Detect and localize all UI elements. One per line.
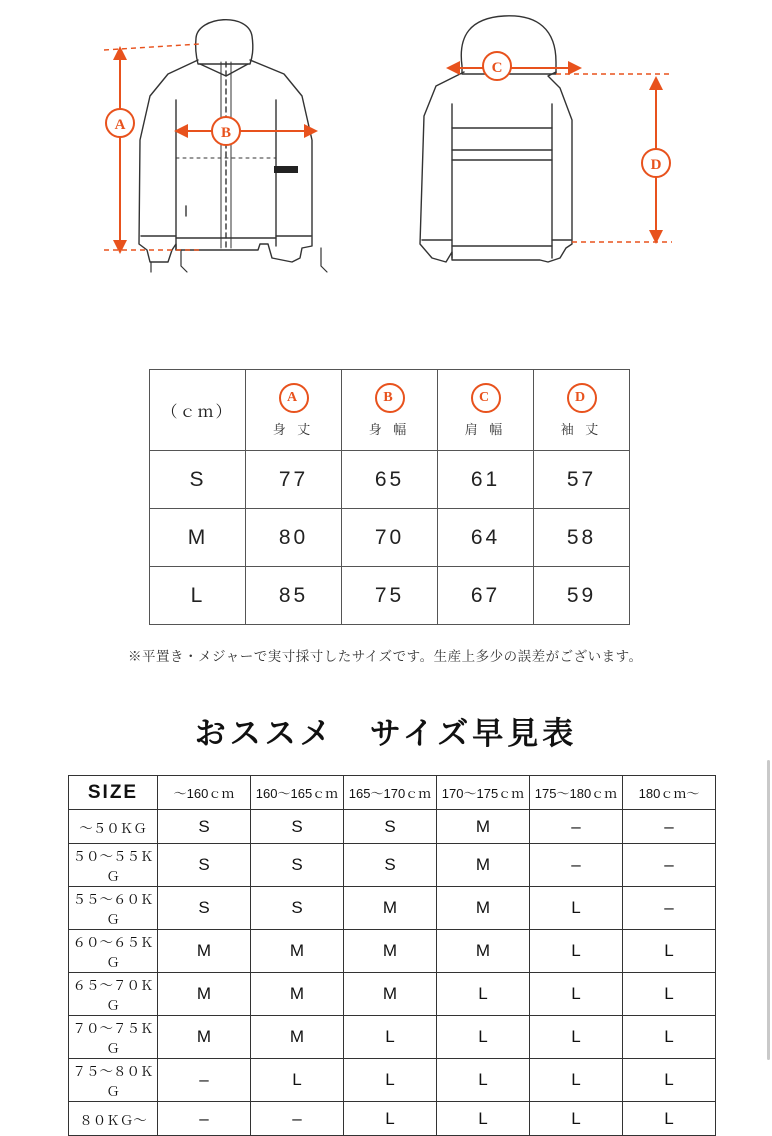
cell-r6-c0: – bbox=[158, 1059, 251, 1102]
cell-r2-c5: – bbox=[623, 887, 716, 930]
cell-r5-c0: M bbox=[158, 1016, 251, 1059]
cell-s-c: 61 bbox=[438, 451, 534, 509]
cell-r0-c0: S bbox=[158, 810, 251, 844]
diagram-badge-b: B bbox=[220, 125, 232, 141]
diagram-badge-d: D bbox=[650, 157, 662, 173]
badge-c-icon: C bbox=[471, 383, 501, 413]
weight-row-3: ６０～６５ＫＧ bbox=[69, 930, 158, 973]
diagram-badge-a: A bbox=[114, 117, 126, 133]
cell-r5-c2: L bbox=[344, 1016, 437, 1059]
row-size-m: M bbox=[150, 509, 246, 567]
weight-row-0: ～５０ＫＧ bbox=[69, 810, 158, 844]
cell-r4-c2: M bbox=[344, 973, 437, 1016]
measurement-note: ※平置き・メジャーで実寸採寸したサイズです。生産上多少の誤差がございます。 bbox=[128, 649, 643, 664]
corner-label: SIZE bbox=[69, 776, 158, 810]
cell-l-d: 59 bbox=[534, 567, 630, 625]
table-row bbox=[69, 930, 716, 973]
table-header-row bbox=[150, 370, 630, 451]
column-label-d: 袖 丈 bbox=[560, 421, 603, 437]
table-row bbox=[69, 887, 716, 930]
cell-s-b: 65 bbox=[342, 451, 438, 509]
height-column-0: ～160ｃｍ bbox=[158, 776, 251, 810]
cell-r1-c0: S bbox=[158, 844, 251, 887]
weight-row-4: ６５～７０ＫＧ bbox=[69, 973, 158, 1016]
cell-r2-c1: S bbox=[251, 887, 344, 930]
height-column-3: 170～175ｃｍ bbox=[437, 776, 530, 810]
cell-r7-c5: L bbox=[623, 1102, 716, 1136]
unit-label-cell bbox=[150, 370, 246, 451]
cell-r7-c3: L bbox=[437, 1102, 530, 1136]
column-header-a bbox=[246, 370, 342, 451]
cell-r3-c3: M bbox=[437, 930, 530, 973]
garment-measurement-diagram bbox=[0, 0, 772, 330]
cell-r6-c1: L bbox=[251, 1059, 344, 1102]
weight-row-2: ５５～６０ＫＧ bbox=[69, 887, 158, 930]
table-row bbox=[69, 810, 716, 844]
table-row bbox=[150, 451, 630, 509]
cell-r3-c2: M bbox=[344, 930, 437, 973]
recommended-size-table bbox=[68, 775, 716, 1136]
table-row bbox=[150, 567, 630, 625]
column-header-c bbox=[438, 370, 534, 451]
cell-r1-c2: S bbox=[344, 844, 437, 887]
weight-row-5: ７０～７５ＫＧ bbox=[69, 1016, 158, 1059]
scrollbar[interactable] bbox=[767, 760, 770, 1060]
cell-r3-c0: M bbox=[158, 930, 251, 973]
column-header-b bbox=[342, 370, 438, 451]
cell-r0-c3: M bbox=[437, 810, 530, 844]
column-header-d bbox=[534, 370, 630, 451]
cell-r0-c2: S bbox=[344, 810, 437, 844]
cell-r2-c3: M bbox=[437, 887, 530, 930]
badge-a-icon: A bbox=[279, 383, 309, 413]
cell-r5-c1: M bbox=[251, 1016, 344, 1059]
cell-r6-c5: L bbox=[623, 1059, 716, 1102]
cell-r7-c2: L bbox=[344, 1102, 437, 1136]
column-label-b: 身 幅 bbox=[368, 421, 411, 437]
column-label-c: 肩 幅 bbox=[464, 421, 507, 437]
cell-r1-c1: S bbox=[251, 844, 344, 887]
cell-l-c: 67 bbox=[438, 567, 534, 625]
cell-r3-c1: M bbox=[251, 930, 344, 973]
cell-r4-c3: L bbox=[437, 973, 530, 1016]
table-row bbox=[69, 844, 716, 887]
cell-s-a: 77 bbox=[246, 451, 342, 509]
table-row bbox=[69, 1102, 716, 1136]
cell-r1-c3: M bbox=[437, 844, 530, 887]
cell-r7-c1: – bbox=[251, 1102, 344, 1136]
weight-row-1: ５０～５５ＫＧ bbox=[69, 844, 158, 887]
cell-r0-c1: S bbox=[251, 810, 344, 844]
cell-r6-c4: L bbox=[530, 1059, 623, 1102]
weight-row-6: ７５～８０ＫＧ bbox=[69, 1059, 158, 1102]
cell-s-d: 57 bbox=[534, 451, 630, 509]
height-column-4: 175～180ｃｍ bbox=[530, 776, 623, 810]
cell-r2-c4: L bbox=[530, 887, 623, 930]
cell-r5-c5: L bbox=[623, 1016, 716, 1059]
front-hood bbox=[196, 20, 253, 64]
cell-r2-c2: M bbox=[344, 887, 437, 930]
page-title: おススメ サイズ早見表 bbox=[194, 716, 578, 751]
cell-m-b: 70 bbox=[342, 509, 438, 567]
cell-r4-c5: L bbox=[623, 973, 716, 1016]
cell-m-c: 64 bbox=[438, 509, 534, 567]
weight-row-7: ８０ＫＧ～ bbox=[69, 1102, 158, 1136]
height-column-2: 165～170ｃｍ bbox=[344, 776, 437, 810]
cell-r4-c1: M bbox=[251, 973, 344, 1016]
cell-r7-c0: – bbox=[158, 1102, 251, 1136]
cell-r2-c0: S bbox=[158, 887, 251, 930]
cell-r6-c3: L bbox=[437, 1059, 530, 1102]
cell-r5-c3: L bbox=[437, 1016, 530, 1059]
unit-label: （ｃｍ） bbox=[161, 403, 234, 421]
cell-r4-c4: L bbox=[530, 973, 623, 1016]
cell-r4-c0: M bbox=[158, 973, 251, 1016]
diagram-badge-c: C bbox=[491, 60, 503, 76]
badge-b-icon: B bbox=[375, 383, 405, 413]
measurement-table bbox=[149, 369, 630, 625]
cell-r1-c5: – bbox=[623, 844, 716, 887]
badge-d-icon: D bbox=[567, 383, 597, 413]
cell-r6-c2: L bbox=[344, 1059, 437, 1102]
cell-r5-c4: L bbox=[530, 1016, 623, 1059]
table-row bbox=[69, 973, 716, 1016]
cell-r3-c4: L bbox=[530, 930, 623, 973]
row-size-l: L bbox=[150, 567, 246, 625]
table-row bbox=[69, 1059, 716, 1102]
cell-l-a: 85 bbox=[246, 567, 342, 625]
cell-m-a: 80 bbox=[246, 509, 342, 567]
cell-r0-c5: – bbox=[623, 810, 716, 844]
table-header-row bbox=[69, 776, 716, 810]
row-size-s: S bbox=[150, 451, 246, 509]
cell-r0-c4: – bbox=[530, 810, 623, 844]
table-row bbox=[69, 1016, 716, 1059]
cell-r7-c4: L bbox=[530, 1102, 623, 1136]
table-row bbox=[150, 509, 630, 567]
cell-r1-c4: – bbox=[530, 844, 623, 887]
height-column-5: 180ｃｍ～ bbox=[623, 776, 716, 810]
cell-r3-c5: L bbox=[623, 930, 716, 973]
column-label-a: 身 丈 bbox=[272, 421, 315, 437]
cell-l-b: 75 bbox=[342, 567, 438, 625]
height-column-1: 160～165ｃｍ bbox=[251, 776, 344, 810]
cell-m-d: 58 bbox=[534, 509, 630, 567]
